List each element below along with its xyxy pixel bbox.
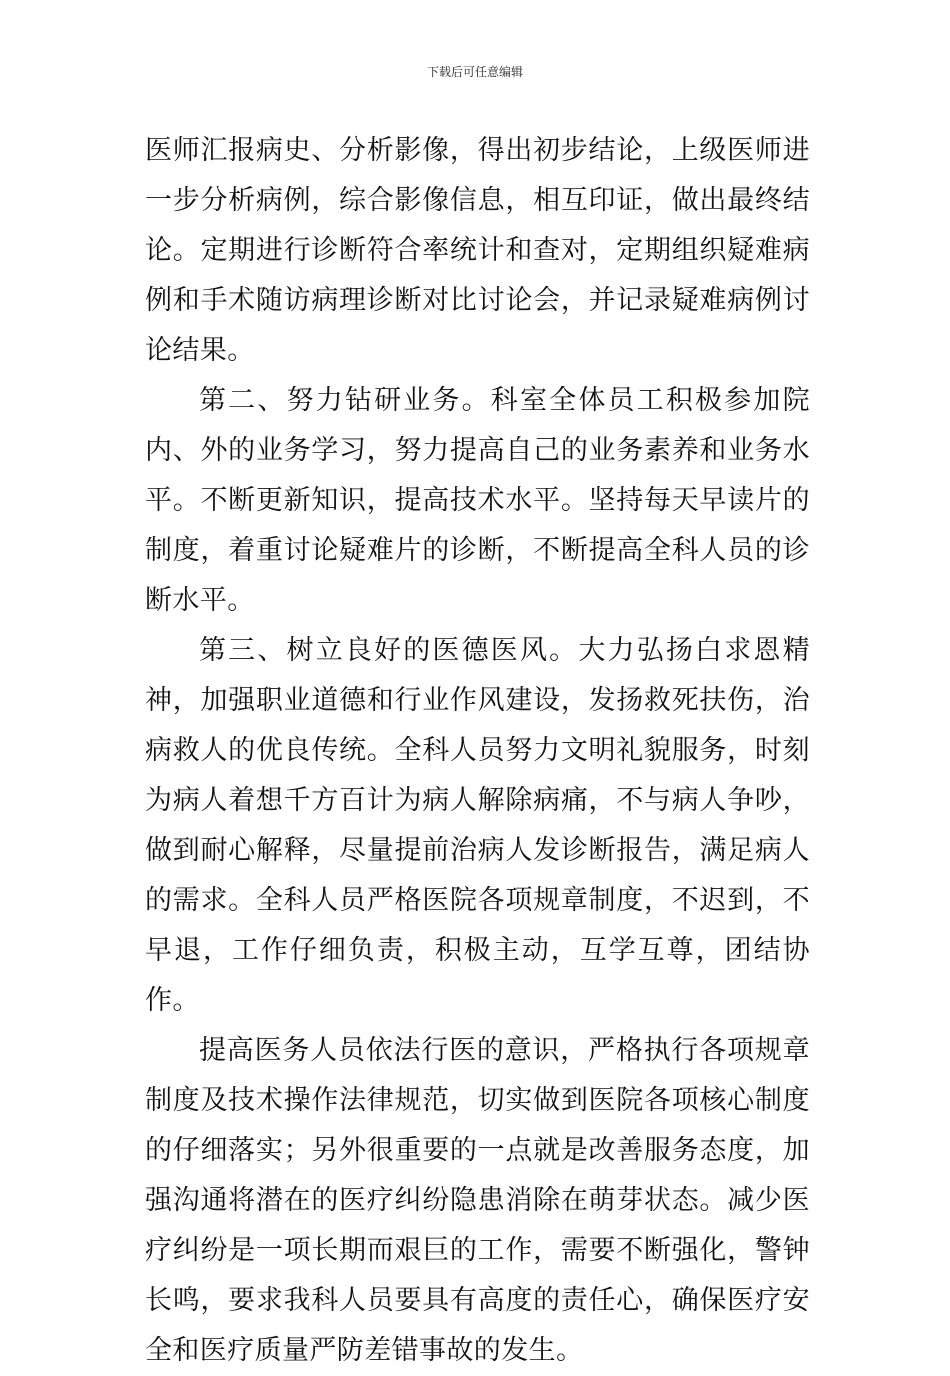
- paragraph-1: 医师汇报病史、分析影像，得出初步结论，上级医师进一步分析病例，综合影像信息，相互印证，做出最终结论。定期进行诊断符合率统计和查对，定期组织疑难病例和手术随访病理诊断对比讨论会，并记录疑难病例讨论结果。: [145, 135, 810, 366]
- page-header: 下载后可任意编辑: [426, 65, 523, 79]
- document-body: [145, 126, 810, 1376]
- paragraph-4: 提高医务人员依法行医的意识，严格执行各项规章制度及技术操作法律规范，切实做到医院各项核心制度的仔细落实；另外很重要的一点就是改善服务态度，加强沟通将潜在的医疗纠纷隐患消除在萌芽状态。减少医疗纠纷是一项长期而艰巨的工作，需要不断强化，警钟长鸣，要求我科人员要具有高度的责任心，确保医疗安全和医疗质量严防差错事故的发生。: [145, 1035, 810, 1366]
- paragraph-3: 第三、树立良好的医德医风。大力弘扬白求恩精神，加强职业道德和行业作风建设，发扬救死扶伤，治病救人的优良传统。全科人员努力文明礼貌服务，时刻为病人着想千方百计为病人解除病痛，不与病人争吵，做到耐心解释，尽量提前治病人发诊断报告，满足病人的需求。全科人员严格医院各项规章制度，不迟到，不早退，工作仔细负责，积极主动，互学互尊，团结协作。: [145, 635, 810, 1016]
- paragraph-2: 第二、努力钻研业务。科室全体员工积极参加院内、外的业务学习，努力提高自己的业务素养和业务水平。不断更新知识，提高技术水平。坚持每天早读片的制度，着重讨论疑难片的诊断，不断提高全科人员的诊断水平。: [145, 385, 810, 616]
